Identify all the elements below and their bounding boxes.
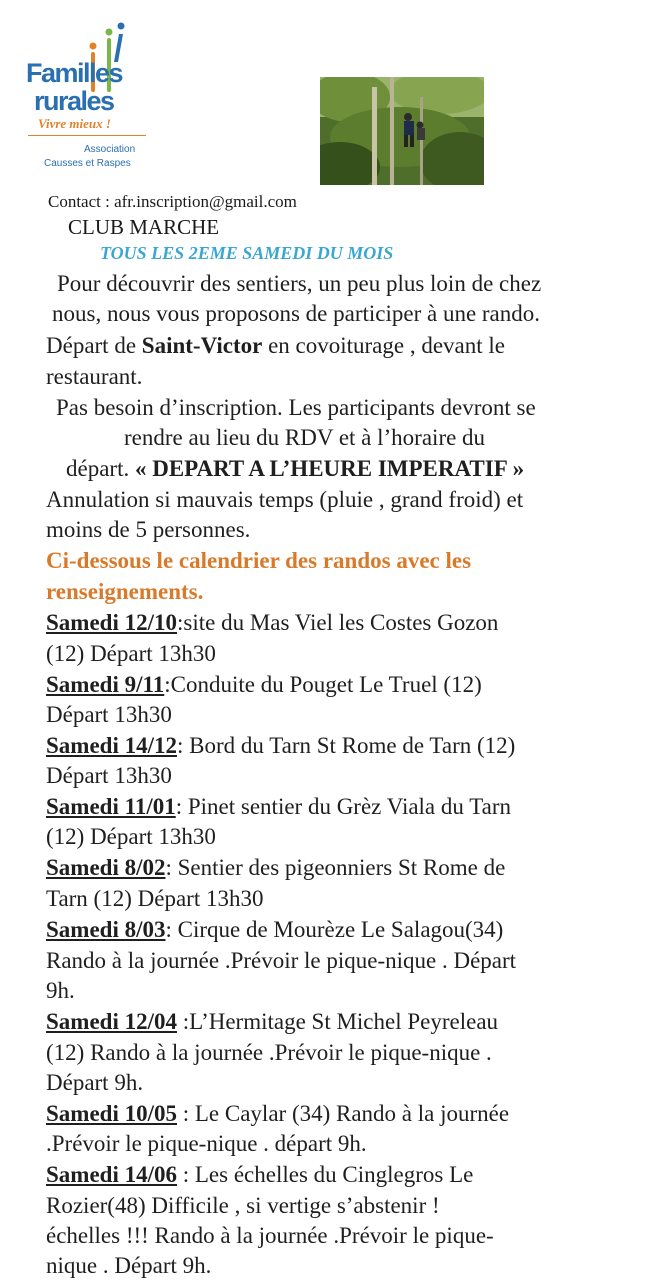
event-line: Samedi 8/02: Sentier des pigeonniers St Rome de [46, 855, 506, 880]
logo-association-label: Association [84, 144, 136, 155]
event-date: Samedi 14/12 [46, 733, 177, 758]
event-line: Samedi 9/11:Conduite du Pouget Le Truel (12) [46, 672, 482, 697]
event-line: .Prévoir le pique-nique . départ 9h. [46, 1131, 367, 1156]
intro-line-7: départ. « DEPART A L’HEURE IMPERATIF » [66, 456, 525, 481]
event-date: Samedi 11/01 [46, 794, 176, 819]
calendar-heading-line-1: Ci-dessous le calendrier des randos avec les [46, 548, 472, 573]
event-date: Samedi 10/05 [46, 1101, 177, 1126]
event-line: Rando à la journée .Prévoir le pique-nique . Départ [46, 948, 517, 973]
intro-line-9: moins de 5 personnes. [46, 517, 251, 542]
event-line: Rozier(48) Difficile , si vertige s’abstenir ! [46, 1193, 440, 1218]
event-date: Samedi 12/10 [46, 610, 177, 635]
event-line: Tarn (12) Départ 13h30 [46, 886, 264, 911]
event-line: (12) Départ 13h30 [46, 824, 216, 849]
club-title: CLUB MARCHE [68, 215, 220, 239]
event-line: Samedi 10/05 : Le Caylar (34) Rando à la journée [46, 1101, 510, 1126]
logo-word-familles: Familles [26, 58, 123, 88]
event-line: (12) Départ 13h30 [46, 641, 216, 666]
event-line: nique . Départ 9h. [46, 1253, 212, 1278]
event-line: échelles !!! Rando à la journée .Prévoir le pique- [46, 1223, 494, 1248]
punctuality-notice: « DEPART A L’HEURE IMPERATIF » [134, 456, 525, 481]
event-line: Départ 13h30 [46, 763, 172, 788]
event-line: Samedi 14/12: Bord du Tarn St Rome de Tarn (12) [46, 733, 516, 758]
forest-hiker-photo [320, 77, 484, 185]
event-line: (12) Rando à la journée .Prévoir le pique-nique . [46, 1040, 492, 1065]
event-line: Départ 9h. [46, 1070, 144, 1095]
event-line: Départ 13h30 [46, 702, 172, 727]
event-date: Samedi 14/06 [46, 1162, 177, 1187]
event-line: Samedi 11/01: Pinet sentier du Grèz Viala du Tarn [46, 794, 512, 819]
event-date: Samedi 9/11 [46, 672, 165, 697]
intro-line-5: Pas besoin d’inscription. Les participants devront se [56, 395, 536, 420]
forest-photo-icon [320, 77, 484, 185]
logo-divider [28, 135, 146, 136]
event-date: Samedi 8/02 [46, 855, 166, 880]
event-line: Samedi 12/10:site du Mas Viel les Costes Gozon [46, 610, 499, 635]
intro-line-3: Départ de Saint-Victor en covoiturage , devant le [46, 333, 505, 358]
event-line: Samedi 14/06 : Les échelles du Cinglegros Le [46, 1162, 474, 1187]
contact-email: Contact : afr.inscription@gmail.com [48, 192, 297, 211]
event-line: 9h. [46, 978, 75, 1003]
event-date: Samedi 8/03 [46, 917, 166, 942]
logo-word-rurales: rurales [34, 86, 114, 116]
intro-line-2: nous, nous vous proposons de participer à une rando. [52, 301, 541, 326]
event-date: Samedi 12/04 [46, 1009, 177, 1034]
departure-place: Saint-Victor [141, 333, 263, 358]
intro-line-4: restaurant. [46, 364, 143, 389]
intro-line-8: Annulation si mauvais temps (pluie , grand froid) et [46, 487, 524, 512]
calendar-heading-line-2: renseignements. [46, 579, 204, 604]
event-line: Samedi 8/03: Cirque de Mourèze Le Salagou(34) [46, 917, 504, 942]
intro-line-1: Pour découvrir des sentiers, un peu plus loin de chez [57, 271, 542, 296]
event-line: Samedi 12/04 :L’Hermitage St Michel Peyreleau [46, 1009, 499, 1034]
intro-line-6: rendre au lieu du RDV et à l’horaire du [124, 425, 486, 450]
logo-association-name: Causses et Raspes [44, 158, 131, 169]
logo-tagline: Vivre mieux ! [38, 116, 111, 131]
schedule-subtitle: TOUS LES 2EME SAMEDI DU MOIS [100, 243, 394, 263]
familles-rurales-logo [22, 20, 152, 180]
